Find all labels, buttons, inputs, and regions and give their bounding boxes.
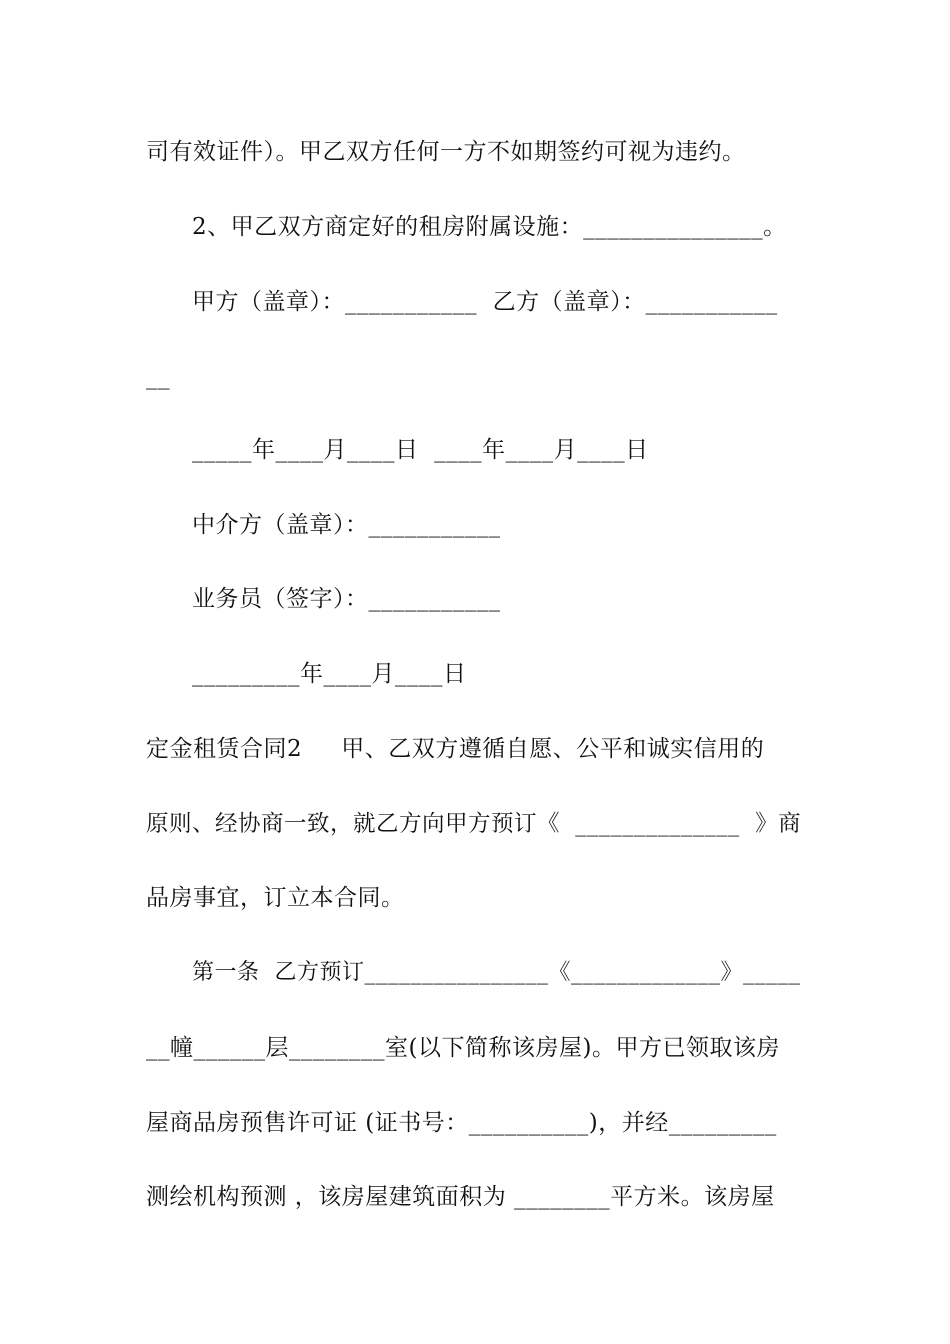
article-one-line-2: __幢______层________室(以下简称该房屋)。甲方已领取该房 xyxy=(146,1035,780,1061)
contract-title-line: 定金租赁合同2 甲、乙双方遵循自愿、公平和诚实信用的 xyxy=(146,736,765,762)
date-line-agency: _________年____月____日 xyxy=(192,661,467,687)
date-line-parties: _____年____月____日 ____年____月____日 xyxy=(192,437,649,463)
signature-line-agency: 中介方（盖章）：___________ xyxy=(192,512,501,538)
paragraph-line-10: 品房事宜，订立本合同。 xyxy=(146,885,405,911)
article-one-line-4: 测绘机构预测 ，该房屋建筑面积为 ________平方米。该房屋 xyxy=(146,1184,775,1210)
article-one-line-3: 屋商品房预售许可证 (证书号：__________)，并经_________ xyxy=(146,1110,777,1136)
article-one-line-1: 第一条 乙方预订________________《_____________》_____ xyxy=(192,960,801,985)
paragraph-line-1: 司有效证件）。甲乙双方任何一方不如期签约可视为违约。 xyxy=(146,139,746,165)
paragraph-line-2: 2、甲乙双方商定好的租房附属设施：_______________。 xyxy=(192,214,787,240)
signature-line-parties: 甲方（盖章）：___________ 乙方（盖章）：___________ xyxy=(192,289,778,315)
signature-line-continuation: __ xyxy=(146,364,170,390)
signature-line-salesperson: 业务员（签字）：___________ xyxy=(192,586,501,612)
paragraph-line-9: 原则、经协商一致，就乙方向甲方预订《 ______________ 》商 xyxy=(146,811,802,837)
